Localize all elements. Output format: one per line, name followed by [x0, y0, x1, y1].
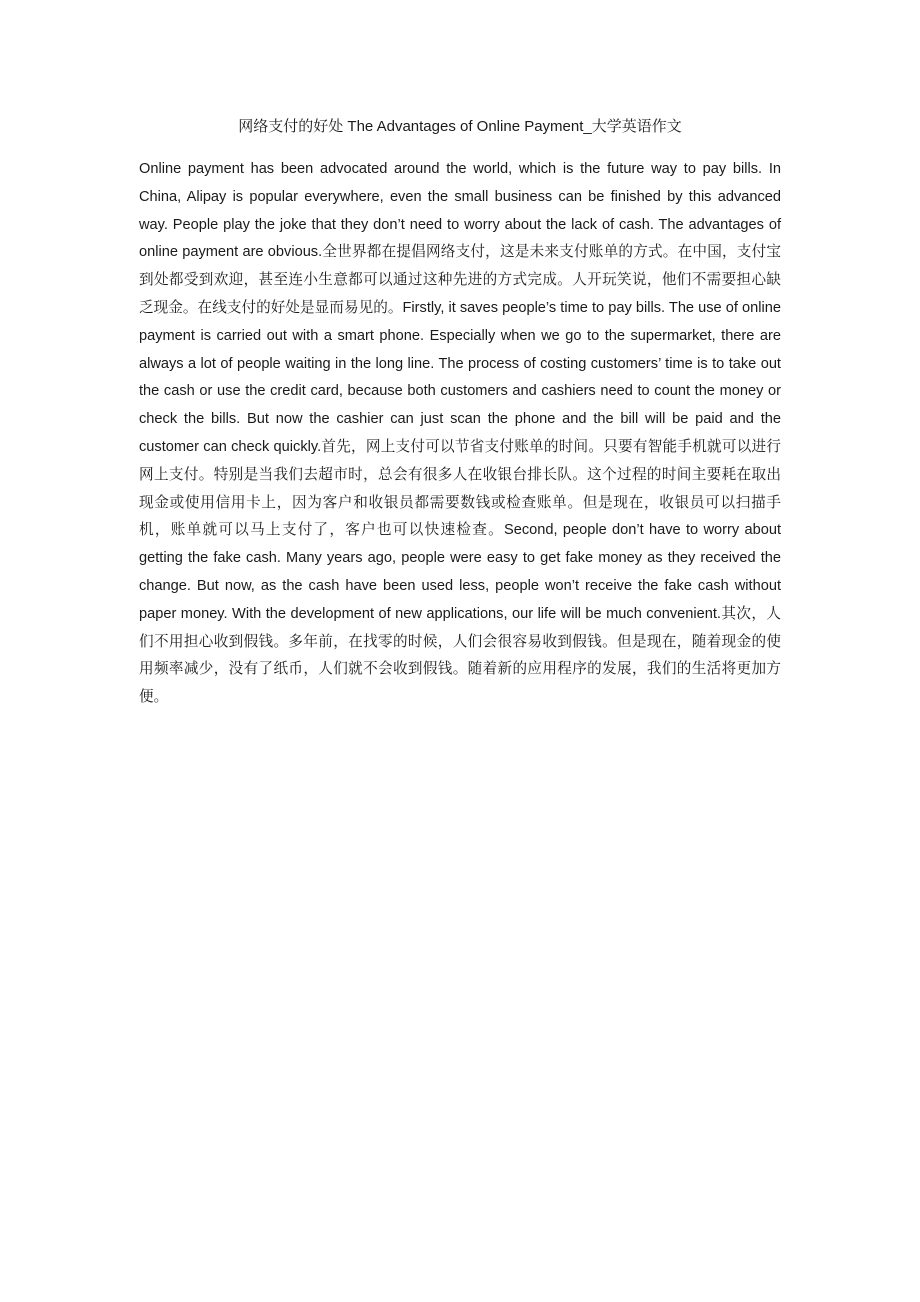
document-title: 网络支付的好处 The Advantages of Online Payment_大学英语作文: [238, 118, 682, 135]
document-body-paragraph: Online payment has been advocated around the world, which is the future way to pay bills. In China, Alipay is popular everywhere, even the small business can be finished by this advanced way. People play the joke that they don’t need to worry about the lack of cash. The advantages of online payment are obvious.全世界都在提倡网络支付，这是未来支付账单的方式。在中国，支付宝到处都受到欢迎，甚至连小生意都可以通过这种先进的方式完成。人开玩笑说，他们不需要担心缺乏现金。在线支付的好处是显而易见的。Firstly, it saves people’s time to pay bills. The use of online payment is carried out with a smart phone. Especially when we go to the supermarket, there are always a lot of people waiting in the long line. The process of costing customers’ time is to take out the cash or use the credit card, because both customers and cashiers need to count the money or check the bills. But now the cashier can just scan the phone and the bill will be paid and the customer can check quickly.首先，网上支付可以节省支付账单的时间。只要有智能手机就可以进行网上支付。特别是当我们去超市时，总会有很多人在收银台排长队。这个过程的时间主要耗在取出现金或使用信用卡上，因为客户和收银员都需要数钱或检查账单。但是现在，收银员可以扫描手机，账单就可以马上支付了，客户也可以快速检查。Second, people don’t have to worry about getting the fake cash. Many years ago, people were easy to get fake money as they received the change. But now, as the cash have been used less, people won’t receive the fake cash without paper money. With the development of new applications, our life will be much convenient.其次，人们不用担心收到假钱。多年前，在找零的时候，人们会很容易收到假钱。但是现在，随着现金的使用频率减少，没有了纸币，人们就不会收到假钱。随着新的应用程序的发展，我们的生活将更加方便。: [139, 161, 782, 706]
